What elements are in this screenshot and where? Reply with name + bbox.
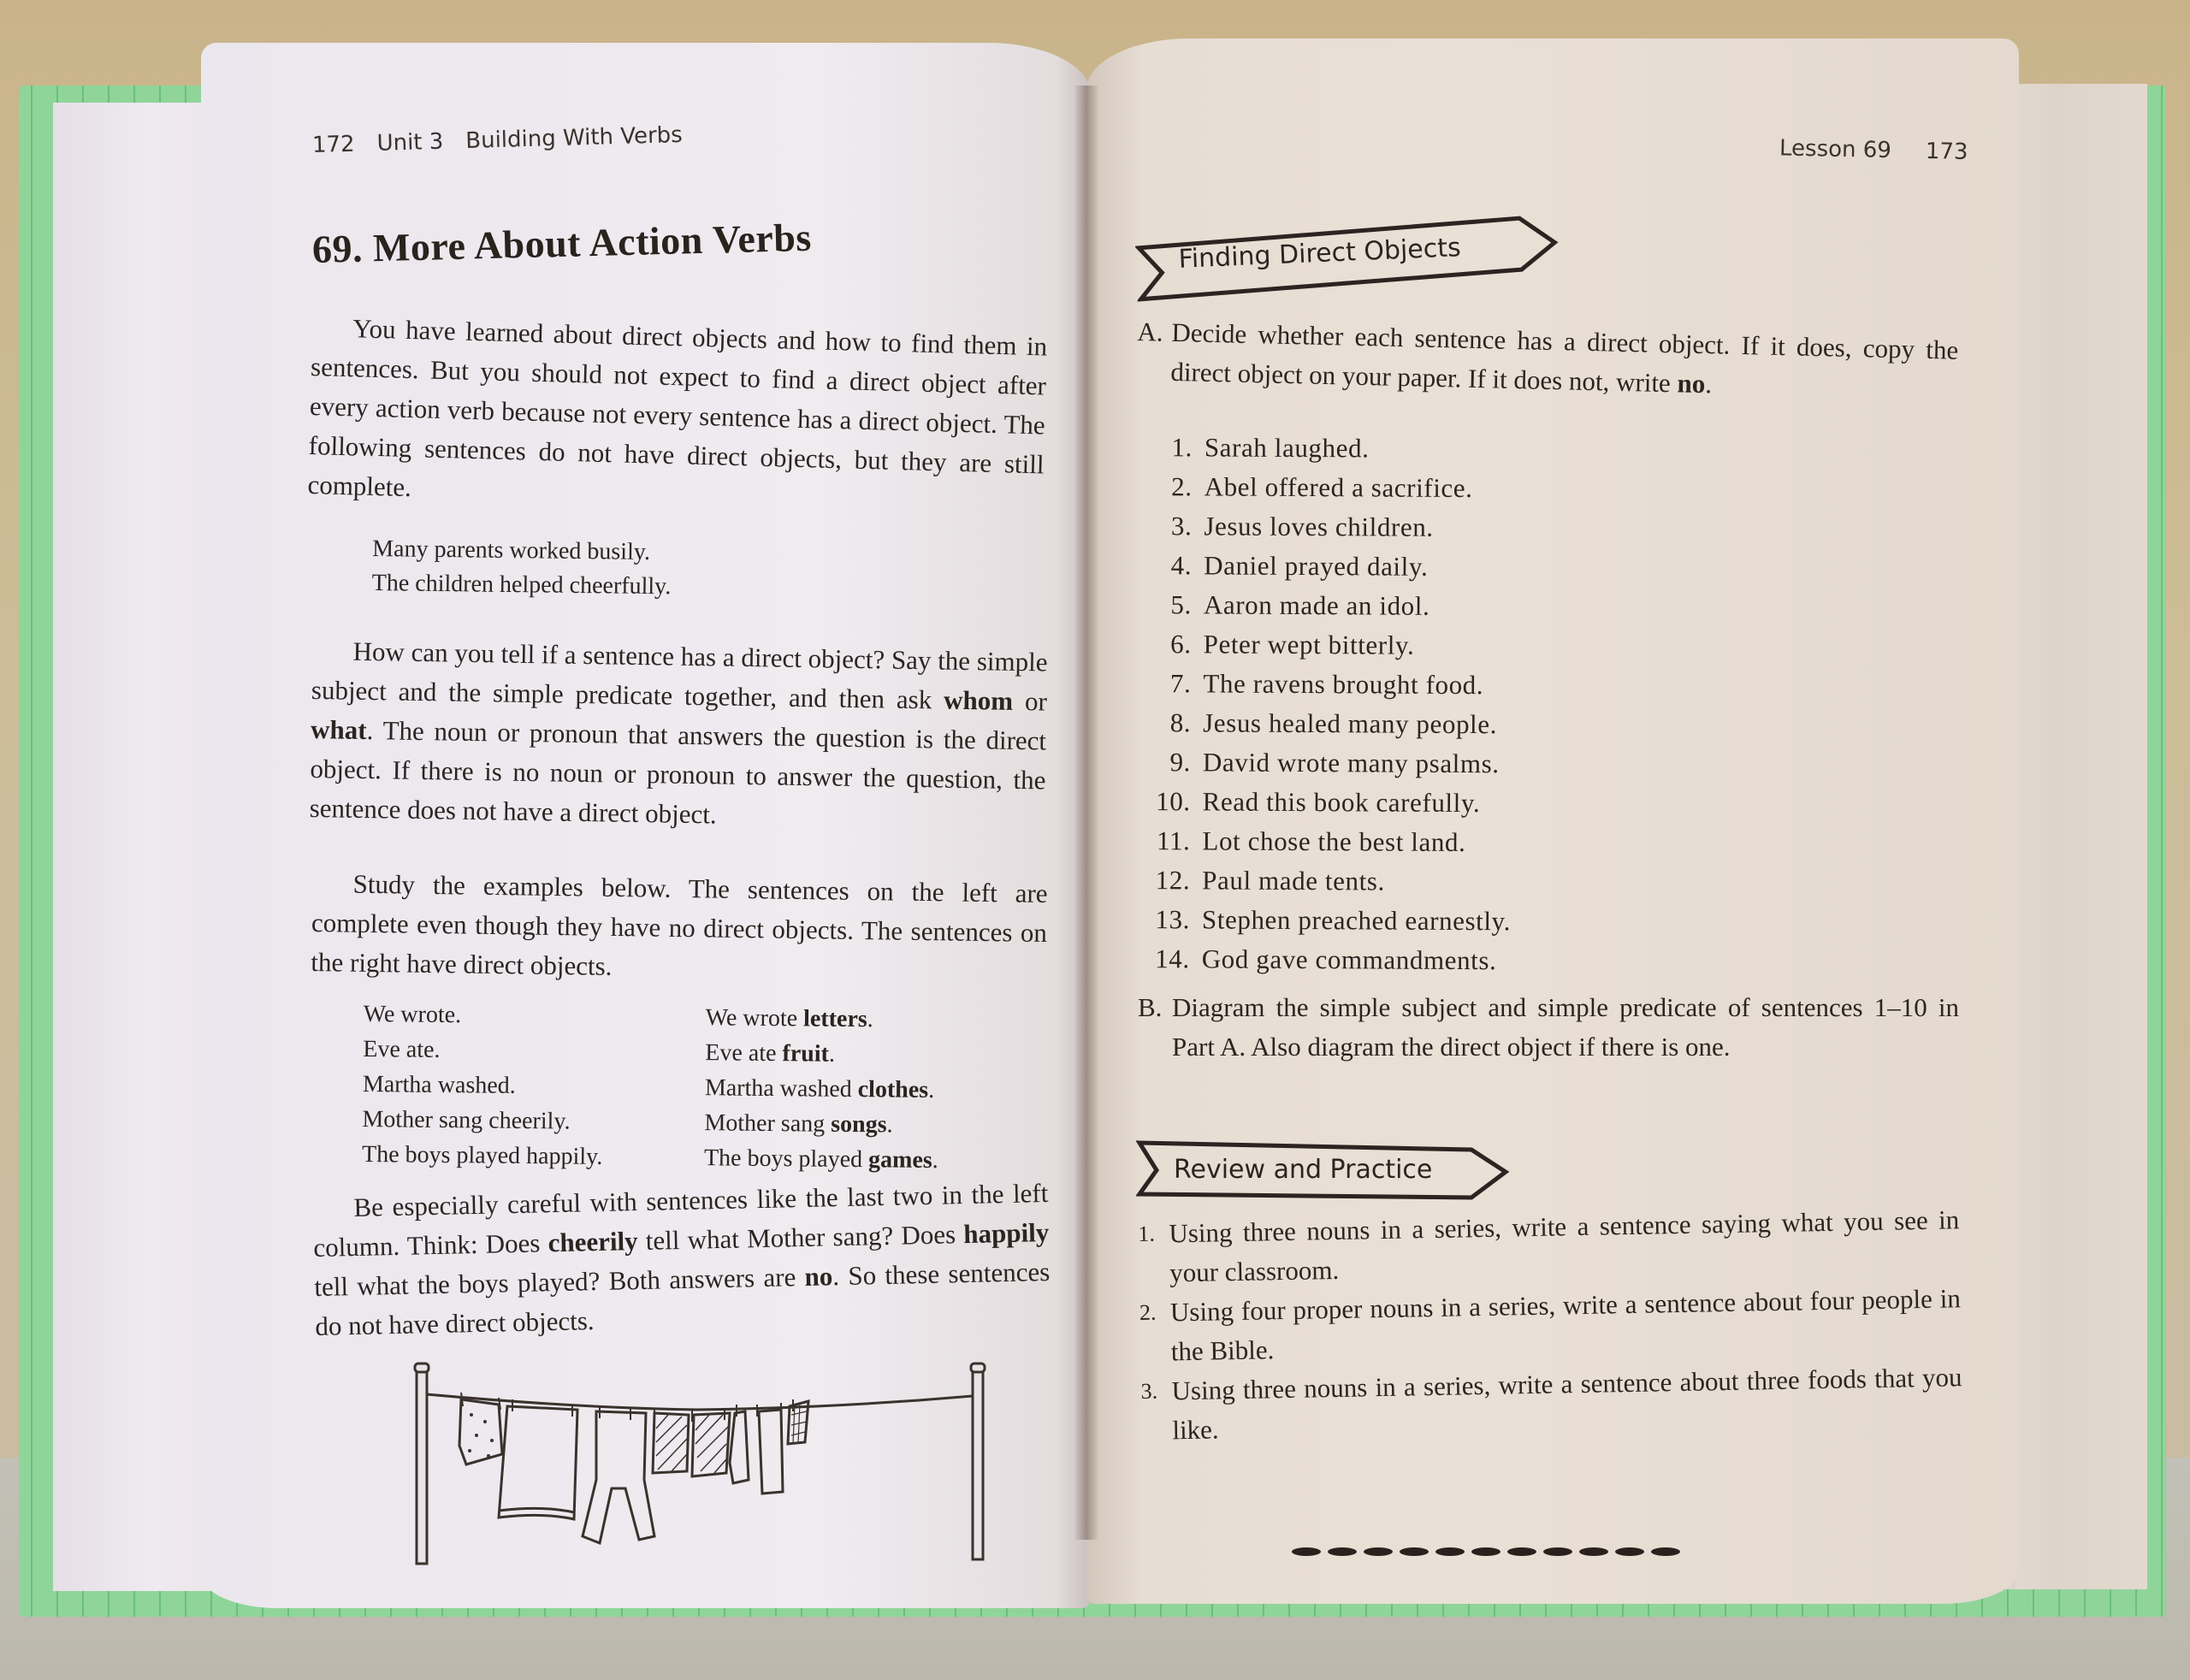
dash-ornament bbox=[1471, 1547, 1500, 1556]
exercise-b-instructions: B. Diagram the simple subject and simple predicate of sentences 1–10 in Part A. Also diagram the direct object if there is one. bbox=[1138, 992, 1959, 1062]
example-sentences bbox=[372, 532, 672, 604]
comparison-with-object: The boys played games. bbox=[703, 1145, 938, 1174]
exercise-a-sentences bbox=[1135, 428, 1513, 980]
list-item bbox=[1137, 546, 1512, 587]
dash-ornament bbox=[1292, 1547, 1321, 1556]
list-item bbox=[1136, 782, 1512, 823]
list-item bbox=[1137, 585, 1512, 626]
review-item bbox=[1140, 1358, 1962, 1451]
item-number: 7. bbox=[1169, 668, 1192, 699]
paragraph-study-examples: Study the examples below. The sentences on the left are complete even though they have no direct objects. The sentences on the right have direct objects. bbox=[311, 868, 1048, 981]
list-item bbox=[1137, 506, 1512, 547]
list-item bbox=[1135, 821, 1511, 862]
item-text: Stephen preached earnestly. bbox=[1201, 904, 1512, 937]
item-text: Peter wept bitterly. bbox=[1203, 629, 1415, 660]
dash-ornament bbox=[1651, 1547, 1680, 1556]
left-running-head bbox=[312, 121, 706, 158]
item-number: 14. bbox=[1155, 944, 1190, 974]
item-text: Jesus healed many people. bbox=[1203, 707, 1498, 740]
item-number: 12. bbox=[1155, 865, 1191, 896]
item-text: Using four proper nouns in a series, write a sentence about four people in the Bible. bbox=[1169, 1283, 1962, 1367]
comparison-with-object: We wrote letters. bbox=[705, 1004, 873, 1033]
section-banner-review-and-practice: Review and Practice bbox=[1136, 1138, 1512, 1206]
left-page bbox=[201, 43, 1091, 1608]
item-text: The ravens brought food. bbox=[1203, 668, 1484, 701]
page-number: 173 bbox=[1925, 138, 1968, 165]
unit-title: Building With Verbs bbox=[465, 121, 684, 154]
left-page-stack bbox=[53, 103, 216, 1591]
list-item bbox=[1136, 703, 1512, 744]
lesson-title: 69. More About Action Verbs bbox=[311, 215, 813, 271]
list-item bbox=[1138, 467, 1513, 508]
right-running-head bbox=[1744, 135, 1968, 165]
comparison-with-object: Martha washed clothes. bbox=[704, 1074, 935, 1103]
list-item bbox=[1135, 861, 1511, 902]
lesson-label: Lesson 69 bbox=[1779, 135, 1891, 164]
unit-label: Unit 3 bbox=[376, 128, 444, 157]
list-item bbox=[1136, 664, 1512, 705]
item-text: Jesus loves children. bbox=[1204, 511, 1434, 542]
dash-ornament bbox=[1543, 1547, 1572, 1556]
list-item bbox=[1135, 900, 1511, 941]
list-item bbox=[1137, 624, 1512, 665]
comparison-no-object: The boys played happily. bbox=[361, 1140, 603, 1170]
paragraph-be-careful: Be especially careful with sentences like the last two in the left column. Think: Does cheerily tell what Mother sang? Does happily tell what the boys played? Both answers are no. So these sentences do not have direct objects. bbox=[313, 1177, 1051, 1341]
item-number: 4. bbox=[1170, 550, 1193, 581]
dash-ornament bbox=[1507, 1547, 1536, 1556]
list-item bbox=[1136, 742, 1512, 784]
comparison-table bbox=[362, 997, 1048, 1179]
item-number: 3. bbox=[1170, 511, 1193, 541]
example-sentence: Many parents worked busily. bbox=[372, 535, 651, 565]
dash-ornament bbox=[1615, 1547, 1644, 1556]
item-text: Sarah laughed. bbox=[1204, 432, 1370, 464]
item-number: 2. bbox=[1139, 1299, 1157, 1325]
example-sentence: The children helped cheerfully. bbox=[371, 569, 672, 600]
exercise-a-instructions: A. Decide whether each sentence has a direct object. If it does, copy the direct object on your paper. If it does not, write no. bbox=[1137, 316, 1959, 399]
item-number: 6. bbox=[1170, 629, 1192, 660]
list-item bbox=[1138, 428, 1513, 469]
review-item bbox=[1138, 1200, 1960, 1293]
item-text: God gave commandments. bbox=[1201, 944, 1497, 976]
comparison-no-object: Eve ate. bbox=[363, 1035, 441, 1063]
comparison-with-object: Mother sang songs. bbox=[704, 1109, 893, 1139]
book-gutter bbox=[1074, 86, 1099, 1540]
comparison-no-object: Martha washed. bbox=[362, 1070, 516, 1099]
comparison-no-object: Mother sang cheerily. bbox=[362, 1105, 571, 1135]
item-number: 13. bbox=[1155, 904, 1191, 935]
item-number: 5. bbox=[1170, 589, 1193, 620]
item-text: Paul made tents. bbox=[1202, 865, 1385, 896]
dash-ornament bbox=[1364, 1547, 1393, 1556]
dash-ornament bbox=[1579, 1547, 1608, 1556]
item-number: 2. bbox=[1171, 471, 1193, 502]
dash-ornament bbox=[1435, 1547, 1465, 1556]
item-number: 9. bbox=[1169, 747, 1192, 778]
item-text: Lot chose the best land. bbox=[1202, 825, 1466, 858]
item-text: Daniel prayed daily. bbox=[1204, 550, 1429, 582]
item-text: David wrote many psalms. bbox=[1202, 747, 1500, 779]
paragraph-intro: You have learned about direct objects and how to find them in sentences. But you should not expect to find a direct object after every action verb because not every sentence has a direct object. The following sentences do not have direct objects, but they are still complete. bbox=[307, 313, 1048, 503]
list-item bbox=[1135, 939, 1511, 980]
page-number: 172 bbox=[311, 131, 356, 158]
item-number: 1. bbox=[1138, 1221, 1156, 1246]
item-text: Using three nouns in a series, write a sentence about three foods that you like. bbox=[1171, 1362, 1962, 1446]
paragraph-how-to-tell: How can you tell if a sentence has a direct object? Say the simple subject and the simple predicate together, and then ask whom or what. The noun or pronoun that answers the question is the direct object. If there is no noun or pronoun to answer the question, the sentence does not have a direct object. bbox=[309, 636, 1048, 830]
comparison-with-object: Eve ate fruit. bbox=[705, 1039, 836, 1068]
dash-ornament bbox=[1400, 1547, 1429, 1556]
review-practice-list bbox=[1138, 1200, 1963, 1451]
item-number: 10. bbox=[1156, 786, 1191, 817]
clothesline-illustration bbox=[406, 1360, 1005, 1574]
item-number: 8. bbox=[1169, 707, 1192, 738]
item-number: 11. bbox=[1156, 825, 1191, 856]
item-text: Using three nouns in a series, write a sentence saying what you see in your classroom. bbox=[1169, 1204, 1960, 1288]
item-text: Read this book carefully. bbox=[1202, 786, 1481, 819]
item-number: 1. bbox=[1171, 432, 1193, 463]
end-of-lesson-rule bbox=[1292, 1547, 1680, 1556]
item-number: 3. bbox=[1140, 1378, 1158, 1404]
dash-ornament bbox=[1328, 1547, 1357, 1556]
section-banner-finding-direct-objects: Finding Direct Objects bbox=[1134, 204, 1566, 308]
item-text: Abel offered a sacrifice. bbox=[1204, 471, 1473, 504]
item-text: Aaron made an idol. bbox=[1203, 589, 1430, 621]
right-page bbox=[1086, 38, 2019, 1604]
comparison-no-object: We wrote. bbox=[363, 1000, 462, 1029]
review-item bbox=[1139, 1279, 1962, 1372]
